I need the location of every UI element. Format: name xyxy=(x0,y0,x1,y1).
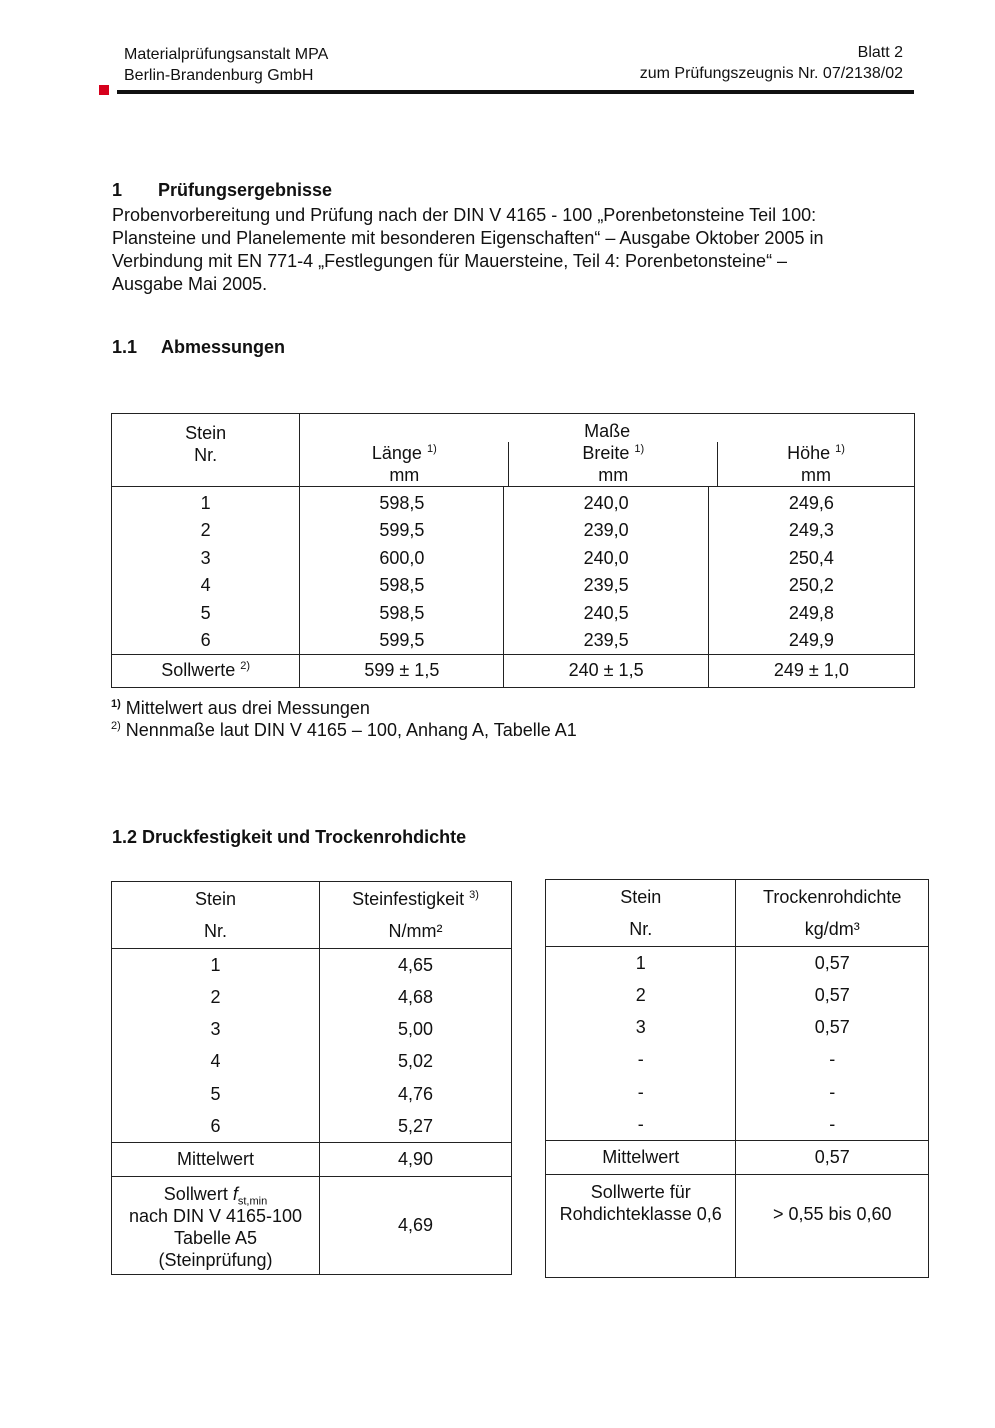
sollwert-norm: nach DIN V 4165-100 xyxy=(128,1205,303,1226)
table-cell: - xyxy=(829,1081,836,1102)
table-cell: - xyxy=(637,1081,644,1102)
table-cell: 240,0 xyxy=(583,493,629,513)
footnote-mark: 3) xyxy=(469,889,479,901)
table-cell: - xyxy=(637,1114,644,1135)
table-cell: 5 xyxy=(210,1083,221,1104)
section-1-2-heading xyxy=(112,827,466,848)
sollwert-label-cell xyxy=(112,1176,320,1274)
header-stein-label: Stein xyxy=(185,423,227,443)
table-cell: 3 xyxy=(200,547,211,568)
column-breite xyxy=(504,487,708,655)
header-nr-label: Nr. xyxy=(203,921,227,942)
sollwert-subscript: st,min xyxy=(237,1195,268,1208)
section-number: 1.1 xyxy=(112,337,138,357)
table-cell: 1 xyxy=(200,493,211,513)
header-stein xyxy=(112,882,320,949)
table-cell: 5,00 xyxy=(397,1019,434,1040)
table-cell: 249,8 xyxy=(788,602,834,623)
footnote-mark: 2) xyxy=(240,660,251,673)
table-body xyxy=(546,946,929,1141)
header-value-label: Trockenrohdichte xyxy=(763,887,902,907)
section-number: 1 xyxy=(112,180,123,200)
paragraph-line: Plansteine und Planelemente mit besonderen Eigenschaften“ – Ausgabe Oktober 2005 in xyxy=(112,228,824,248)
table-cell: - xyxy=(637,1049,644,1070)
table-cell: 600,0 xyxy=(379,547,425,568)
footnote-2 xyxy=(111,719,577,741)
table-cell: 0,57 xyxy=(814,1017,850,1038)
table-cell: 599 ± 1,5 xyxy=(300,655,504,687)
section-title: Druckfestigkeit und Trockenrohdichte xyxy=(142,827,467,847)
table-header-row xyxy=(546,880,929,947)
header-stein xyxy=(546,880,736,947)
header-trockenrohdichte xyxy=(736,880,929,947)
mean-label: Mittelwert xyxy=(546,1141,736,1174)
compressive-strength-table xyxy=(111,881,512,1275)
table-cell: 4,65 xyxy=(397,954,434,975)
footnote-mark: 1) xyxy=(111,698,121,710)
table-body xyxy=(112,948,512,1143)
sollwert-note: (Steinprüfung) xyxy=(158,1249,273,1270)
header-unit: mm xyxy=(389,465,420,485)
table-cell: 0,57 xyxy=(814,984,850,1005)
section-1-paragraph xyxy=(112,204,898,296)
header-masse xyxy=(300,414,915,487)
header-stein-label: Stein xyxy=(620,887,662,907)
header-unit: mm xyxy=(801,465,832,485)
footnotes xyxy=(111,697,577,741)
org-line-1: Materialprüfungsanstalt MPA xyxy=(124,46,329,63)
table-cell: 5,02 xyxy=(397,1051,434,1072)
table-cell: 598,5 xyxy=(379,493,425,513)
table-cell: 1 xyxy=(210,954,221,975)
footnote-mark: 1) xyxy=(835,443,845,455)
section-title: Abmessungen xyxy=(161,337,286,357)
table-cell: 3 xyxy=(635,1017,646,1038)
footnote-text: Nennmaße laut DIN V 4165 – 100, Anhang A, Tabelle A1 xyxy=(125,720,577,740)
header-hoehe-label: Höhe xyxy=(787,443,831,463)
sollwerte-row xyxy=(112,655,915,687)
table-cell: 4 xyxy=(200,575,211,596)
table-cell: 240,0 xyxy=(583,547,629,568)
header-nr-label: Nr. xyxy=(194,445,218,465)
table-cell: 239,5 xyxy=(583,630,629,651)
column-hoehe xyxy=(708,487,914,655)
column-laenge xyxy=(300,487,504,655)
table-cell: 2 xyxy=(200,520,211,541)
header-stein-label: Stein xyxy=(194,889,237,909)
sollwert-label-cell xyxy=(546,1174,736,1277)
header-hoehe xyxy=(718,442,914,486)
header-laenge xyxy=(300,442,509,486)
sollwerte-label: Sollwerte xyxy=(161,660,236,681)
section-1-1-heading xyxy=(112,337,285,358)
sollwert-label: Sollwerte für xyxy=(590,1181,691,1202)
table-cell: 240 ± 1,5 xyxy=(504,655,708,687)
table-cell: 2 xyxy=(635,984,646,1005)
sollwert-label: Sollwert xyxy=(163,1183,228,1204)
table-cell: 250,4 xyxy=(788,547,834,568)
logo-square-icon xyxy=(99,85,109,95)
table-cell: 250,2 xyxy=(788,575,834,596)
sollwert-value: > 0,55 bis 0,60 xyxy=(772,1203,892,1224)
header-unit: mm xyxy=(598,465,629,485)
table-cell: 249,3 xyxy=(788,520,834,541)
table-cell: 6 xyxy=(210,1116,221,1137)
header-breite-label: Breite xyxy=(582,443,630,463)
sheet-info xyxy=(640,42,903,84)
table-cell: - xyxy=(829,1049,836,1070)
column-nr xyxy=(112,948,320,1143)
table-cell: 598,5 xyxy=(379,602,425,623)
table-cell: 249,9 xyxy=(788,630,834,651)
header-masse-label: Maße xyxy=(584,421,631,441)
table-cell: 0,57 xyxy=(814,952,850,973)
table-cell: 598,5 xyxy=(379,575,425,596)
header-unit: N/mm² xyxy=(388,921,443,942)
column-value xyxy=(320,948,512,1143)
footnote-mark: 2) xyxy=(111,720,121,732)
certificate-number: zum Prüfungszeugnis Nr. 07/2138/02 xyxy=(639,65,903,82)
sollwert-table-ref: Tabelle A5 xyxy=(173,1227,258,1248)
table-cell: 599,5 xyxy=(379,630,425,651)
sollwert-value: 4,69 xyxy=(397,1215,434,1236)
table-cell: 1 xyxy=(635,952,646,973)
sheet-number: Blatt 2 xyxy=(857,44,903,61)
header-laenge-label: Länge xyxy=(371,443,422,463)
header-breite xyxy=(509,442,718,486)
column-value xyxy=(736,946,929,1141)
table-cell: 249,6 xyxy=(788,493,834,513)
section-number: 1.2 xyxy=(112,827,138,847)
header-value-label: Steinfestigkeit xyxy=(352,889,465,909)
table-cell: 599,5 xyxy=(379,520,425,541)
paragraph-line: Probenvorbereitung und Prüfung nach der DIN V 4165 - 100 „Porenbetonsteine Teil 100: xyxy=(112,205,817,225)
header-sub-columns xyxy=(300,442,914,486)
mean-value: 0,57 xyxy=(814,1147,850,1168)
sollwert-class: Rohdichteklasse 0,6 xyxy=(559,1203,722,1224)
dimensions-table xyxy=(111,413,915,688)
table-cell: 6 xyxy=(200,630,211,651)
sollwert-row xyxy=(546,1174,929,1277)
dry-density-table xyxy=(545,879,929,1278)
organization-name xyxy=(124,44,328,86)
table-cell: 240,5 xyxy=(583,602,629,623)
mean-row xyxy=(112,1143,512,1176)
sollwert-row xyxy=(112,1176,512,1274)
org-line-2: Berlin-Brandenburg GmbH xyxy=(124,67,314,84)
column-nr xyxy=(546,946,736,1141)
table-header-row xyxy=(112,414,915,487)
table-cell: - xyxy=(829,1114,836,1135)
table-cell: 239,0 xyxy=(583,520,629,541)
header-stein xyxy=(112,414,300,487)
footnote-1 xyxy=(111,697,577,719)
header-unit: kg/dm³ xyxy=(804,919,860,940)
mean-label: Mittelwert xyxy=(112,1143,320,1176)
table-cell: 5 xyxy=(200,602,211,623)
section-title: Prüfungsergebnisse xyxy=(158,180,333,200)
footnote-mark: 1) xyxy=(634,443,645,455)
table-cell: 239,5 xyxy=(583,575,629,596)
header-nr-label: Nr. xyxy=(629,919,653,940)
header-rule xyxy=(117,90,914,94)
sollwert-symbol: f xyxy=(232,1183,238,1204)
table-cell: 2 xyxy=(210,986,221,1007)
footnote-mark: 1) xyxy=(426,443,437,455)
sollwerte-label-cell xyxy=(112,655,300,687)
table-cell: 4,68 xyxy=(397,986,434,1007)
mean-row xyxy=(546,1141,929,1174)
mean-value: 4,90 xyxy=(397,1149,434,1170)
table-cell: 4,76 xyxy=(397,1083,434,1104)
table-cell: 4 xyxy=(210,1051,221,1072)
paragraph-line: Verbindung mit EN 771-4 „Festlegungen für Mauersteine, Teil 4: Porenbetonsteine“ – xyxy=(112,251,788,271)
section-1-heading xyxy=(112,180,332,201)
footnote-text: Mittelwert aus drei Messungen xyxy=(125,698,370,718)
table-cell: 249 ± 1,0 xyxy=(773,660,849,681)
header-steinfestigkeit xyxy=(320,882,512,949)
table-cell: 5,27 xyxy=(397,1116,434,1137)
column-nr xyxy=(112,487,300,655)
table-cell: 3 xyxy=(210,1019,221,1040)
table-body xyxy=(112,487,915,655)
table-header-row xyxy=(112,882,512,949)
paragraph-line: Ausgabe Mai 2005. xyxy=(112,274,268,294)
